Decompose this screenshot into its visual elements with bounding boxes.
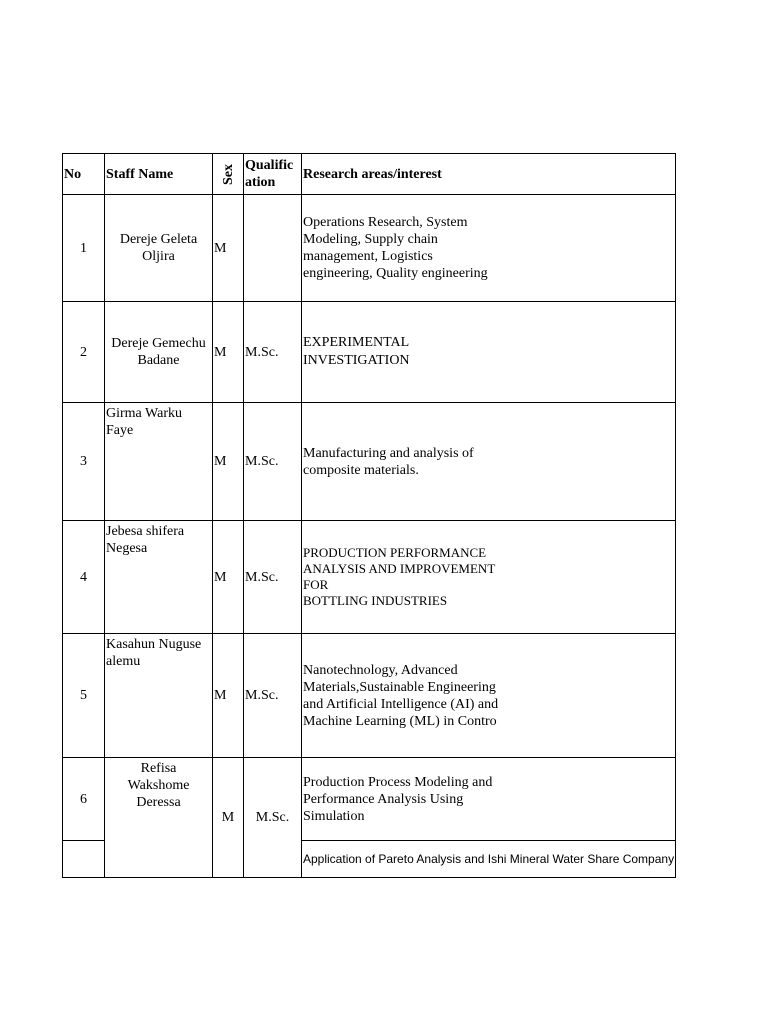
- header-no: No: [63, 154, 105, 195]
- research-interest: EXPERIMENTAL INVESTIGATION: [302, 302, 676, 403]
- row-number: 2: [63, 302, 105, 403]
- staff-name: Dereje Gemechu Badane: [105, 302, 213, 403]
- sex-value: M: [213, 758, 244, 878]
- header-research: Research areas/interest: [302, 154, 676, 195]
- research-interest: Operations Research, System Modeling, Supply chain management, Logistics engineering, Quality engineering: [302, 195, 676, 302]
- research-interest: Production Process Modeling and Performance Analysis Using Simulation: [302, 758, 676, 841]
- header-qualification: Qualific ation: [244, 154, 302, 195]
- staff-name: Jebesa shifera Negesa: [105, 521, 213, 634]
- qualification-value: M.Sc.: [244, 634, 302, 758]
- research-interest: Nanotechnology, Advanced Materials,Sustainable Engineering and Artificial Intelligence (AI) and Machine Learning (ML) in Contro: [302, 634, 676, 758]
- row-number: 1: [63, 195, 105, 302]
- research-interest: Manufacturing and analysis of composite materials.: [302, 403, 676, 521]
- table-row: [63, 403, 676, 521]
- qualification-value: M.Sc.: [244, 521, 302, 634]
- qualification-value: [244, 195, 302, 302]
- research-interest-extra: Application of Pareto Analysis and Ishi Mineral Water Share Company: [302, 841, 676, 878]
- table-row: [63, 302, 676, 403]
- qualification-value: M.Sc.: [244, 403, 302, 521]
- row-number: 4: [63, 521, 105, 634]
- staff-name: Refisa Wakshome Deressa: [105, 758, 213, 878]
- row-number-empty: [63, 841, 105, 878]
- sex-value: M: [213, 403, 244, 521]
- table-row: [63, 758, 676, 841]
- table-row: [63, 195, 676, 302]
- header-sex-label: Sex: [220, 163, 236, 185]
- qualification-value: M.Sc.: [244, 302, 302, 403]
- table-row: [63, 634, 676, 758]
- sex-value: M: [213, 195, 244, 302]
- row-number: 3: [63, 403, 105, 521]
- sex-value: M: [213, 302, 244, 403]
- staff-name: Kasahun Nuguse alemu: [105, 634, 213, 758]
- row-number: 6: [63, 758, 105, 841]
- staff-name: Girma Warku Faye: [105, 403, 213, 521]
- staff-table: [62, 153, 676, 878]
- header-row: [63, 154, 676, 195]
- sex-value: M: [213, 634, 244, 758]
- header-sex: [213, 154, 244, 195]
- qualification-value: M.Sc.: [244, 758, 302, 878]
- row-number: 5: [63, 634, 105, 758]
- sex-value: M: [213, 521, 244, 634]
- research-interest: PRODUCTION PERFORMANCE ANALYSIS AND IMPROVEMENT FOR BOTTLING INDUSTRIES: [302, 521, 676, 634]
- staff-name: Dereje Geleta Oljira: [105, 195, 213, 302]
- header-staff-name: Staff Name: [105, 154, 213, 195]
- table-row: [63, 521, 676, 634]
